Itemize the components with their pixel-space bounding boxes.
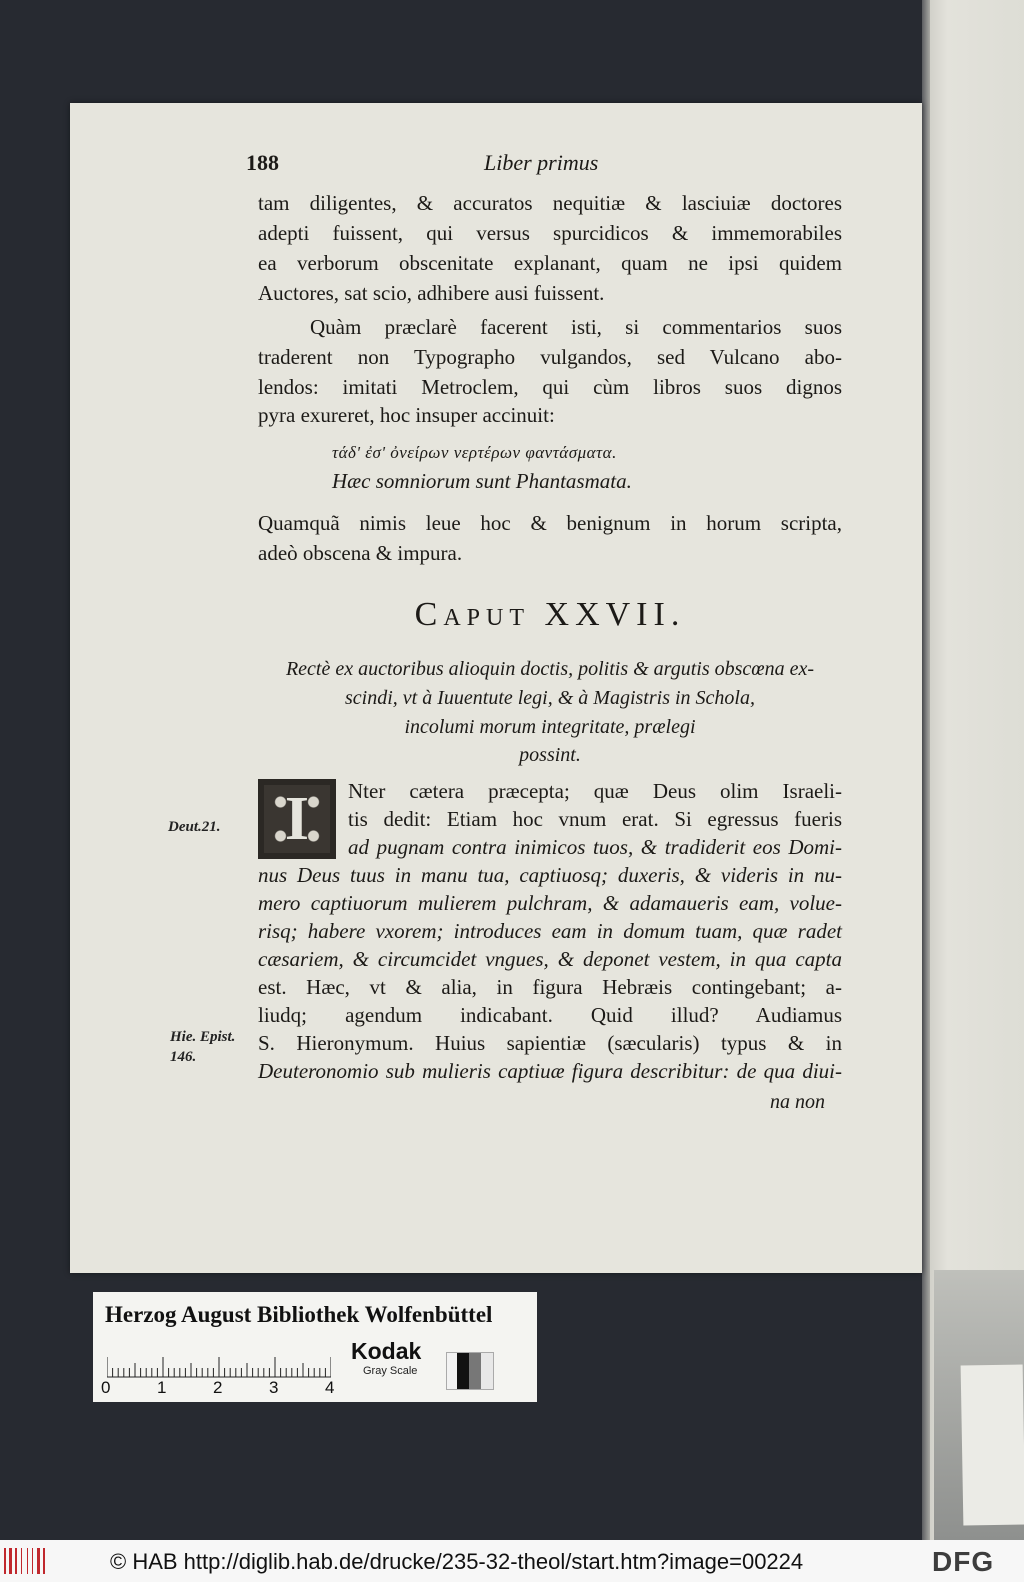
ruler-number: 4	[325, 1378, 335, 1397]
greek-quotation: τάδ' ἐσ' ὀνείρων νερτέρων φαντάσματα.	[332, 443, 617, 462]
adjacent-card-edge	[961, 1364, 1024, 1525]
text-line: Quamquã nimis leue hoc & benignum in horum scripta,	[258, 511, 842, 535]
text-line: est. Hæc, vt & alia, in figura Hebræis contingebant; a-	[258, 975, 842, 999]
barcode-bar	[15, 1548, 17, 1574]
barcode-bar	[37, 1548, 40, 1574]
text-line: Deuteronomio sub mulieris captiuæ figura describitur: de qua diui-	[258, 1059, 842, 1083]
text-line: tam diligentes, & accuratos nequitiæ & lasciuiæ doctores	[258, 191, 842, 215]
swatch-gray	[469, 1353, 481, 1389]
text-line: Auctores, sat scio, adhibere ausi fuissent.	[258, 281, 605, 305]
chapter-heading: Caput XXVII.	[414, 596, 686, 633]
barcode-bar	[27, 1548, 28, 1574]
text-line: ea verborum obscenitate explanant, quam ne ipsi quidem	[258, 251, 842, 275]
adjacent-page-edge	[922, 0, 1024, 1540]
barcode-icon	[4, 1548, 48, 1574]
margin-note-hier: Hie. Epist.	[170, 1029, 236, 1045]
catchword: na non	[770, 1091, 825, 1113]
ruler-number: 1	[157, 1378, 167, 1397]
text-line: risq; habere vxorem; introduces eam in domum tuam, quæ radet	[258, 919, 842, 943]
running-title: Liber primus	[484, 150, 599, 175]
chapter-summary-line: Rectè ex auctoribus alioquin doctis, politis & argutis obscœna ex-	[285, 658, 815, 680]
page-number: 188	[246, 150, 279, 175]
text-line: cæsariem, & circumcidet vngues, & deponet vestem, in qua capta	[258, 947, 842, 971]
text-line: traderent non Typographo vulgandos, sed Vulcano abo-	[258, 345, 842, 369]
text-line: lendos: imitati Metroclem, qui cùm libros suos dignos	[258, 375, 842, 399]
swatch-light	[481, 1353, 493, 1389]
initial-letter: I	[284, 785, 310, 853]
barcode-bar	[43, 1548, 45, 1574]
text-line: adepti fuissent, qui versus spurcidicos & immemorabiles	[258, 221, 842, 245]
text-line: mero captiuorum mulierem pulchram, & adamaueris eam, volue-	[258, 891, 842, 915]
margin-note-hier-number: 146.	[170, 1049, 197, 1065]
text-line: tis dedit: Etiam hoc vnum erat. Si egressus fueris	[348, 807, 842, 831]
page-text	[70, 103, 922, 1273]
text-line: ad pugnam contra inimicos tuos, & tradiderit eos Domi-	[348, 835, 842, 859]
text-line: liudq; agendum indicabant. Quid illud? Audiamus	[258, 1003, 842, 1027]
chapter-summary-line: scindi, vt à Iuuentute legi, & à Magistris in Schola,	[345, 687, 755, 709]
text-line: pyra exureret, hoc insuper accinuit:	[258, 403, 555, 427]
library-color-card	[93, 1292, 537, 1402]
barcode-bar	[9, 1548, 12, 1574]
ruler-numbers	[101, 1378, 341, 1398]
text-line: nus Deus tuus in manu tua, captiuosq; duxeris, & videris in nu-	[258, 863, 842, 887]
swatch-black	[457, 1353, 469, 1389]
text-line: adeò obscena & impura.	[258, 541, 463, 565]
barcode-bar	[21, 1548, 22, 1574]
decorated-initial	[258, 779, 336, 859]
dfg-logo: DFG	[932, 1546, 995, 1577]
kodak-logo: Kodak	[351, 1338, 422, 1364]
text-line: S. Hieronymum. Huius sapientiæ (sæcularis) typus & in	[258, 1031, 842, 1055]
chapter-summary-line: possint.	[519, 744, 581, 766]
footer-bar	[0, 1540, 1024, 1582]
swatch-white	[447, 1353, 457, 1389]
text-line: Quàm præclarè facerent isti, si commentarios suos	[310, 315, 842, 339]
library-name: Herzog August Bibliothek Wolfenbüttel	[105, 1302, 493, 1327]
book-page	[70, 103, 922, 1273]
gray-scale-label: Gray Scale	[363, 1365, 418, 1377]
copyright-url[interactable]: © HAB http://diglib.hab.de/drucke/235-32-theol/start.htm?image=00224	[110, 1549, 804, 1574]
measurement-ruler	[107, 1342, 331, 1378]
text-line: Nter cætera præcepta; quæ Deus olim Israeli-	[348, 779, 842, 803]
page-fold-shadow	[922, 0, 930, 1540]
latin-translation: Hæc somniorum sunt Phantasmata.	[332, 469, 632, 493]
margin-note-deut: Deut.21.	[168, 819, 221, 835]
barcode-bar	[4, 1548, 6, 1574]
ruler-number: 2	[213, 1378, 223, 1397]
chapter-summary-line: incolumi morum integritate, prælegi	[404, 716, 696, 738]
ruler-number: 0	[101, 1378, 111, 1397]
barcode-bar	[32, 1548, 33, 1574]
ruler-number: 3	[269, 1378, 279, 1397]
gray-scale-swatches	[446, 1352, 494, 1390]
